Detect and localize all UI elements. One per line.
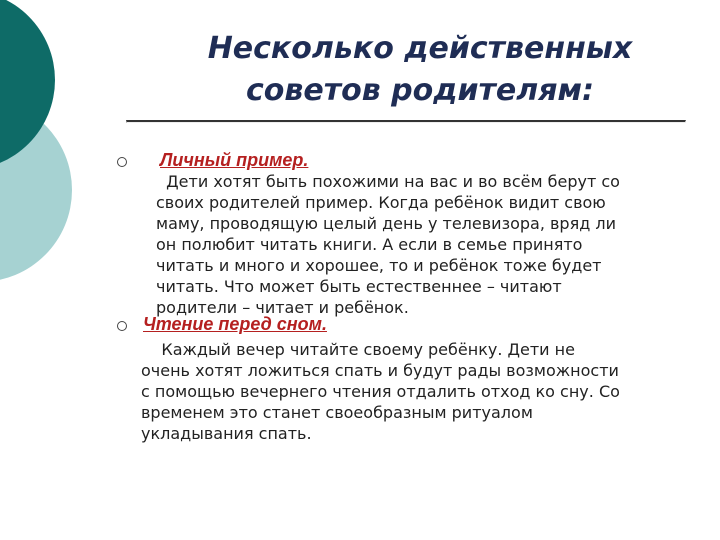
text-line: он полюбит читать книги. А если в семье принято <box>156 235 583 254</box>
item-text <box>141 339 620 444</box>
slide-title <box>160 28 680 112</box>
text-line: временем это станет своеобразным ритуалом <box>141 403 533 422</box>
title-line: Несколько действенных <box>207 31 633 66</box>
text-line: родители – читает и ребёнок. <box>156 298 409 317</box>
bullet-icon <box>117 321 127 331</box>
text-line: читать и много и хорошее, то и ребёнок тоже будет <box>156 256 602 275</box>
text-line: с помощью вечернего чтения отдалить отход ко сну. Со <box>141 382 620 401</box>
item-heading: Чтение перед сном. <box>143 314 327 334</box>
text-line: читать. Что может быть естественнее – читают <box>156 277 562 296</box>
text-line: очень хотят ложиться спать и будут рады возможности <box>141 361 619 380</box>
item-heading: Личный пример. <box>160 150 309 170</box>
text-line: своих родителей пример. Когда ребёнок видит свою <box>156 193 606 212</box>
text-line: маму, проводящую целый день у телевизора, вряд ли <box>156 214 616 233</box>
title-line: советов родителям: <box>246 73 594 108</box>
text-line: укладывания спать. <box>141 424 312 443</box>
item-text <box>156 171 620 318</box>
bullet-icon <box>117 157 127 167</box>
decorative-circles <box>0 0 120 300</box>
text-line: Дети хотят быть похожими на вас и во всём берут со <box>156 172 620 191</box>
title-divider <box>126 120 686 123</box>
text-line: Каждый вечер читайте своему ребёнку. Дети не <box>141 340 575 359</box>
